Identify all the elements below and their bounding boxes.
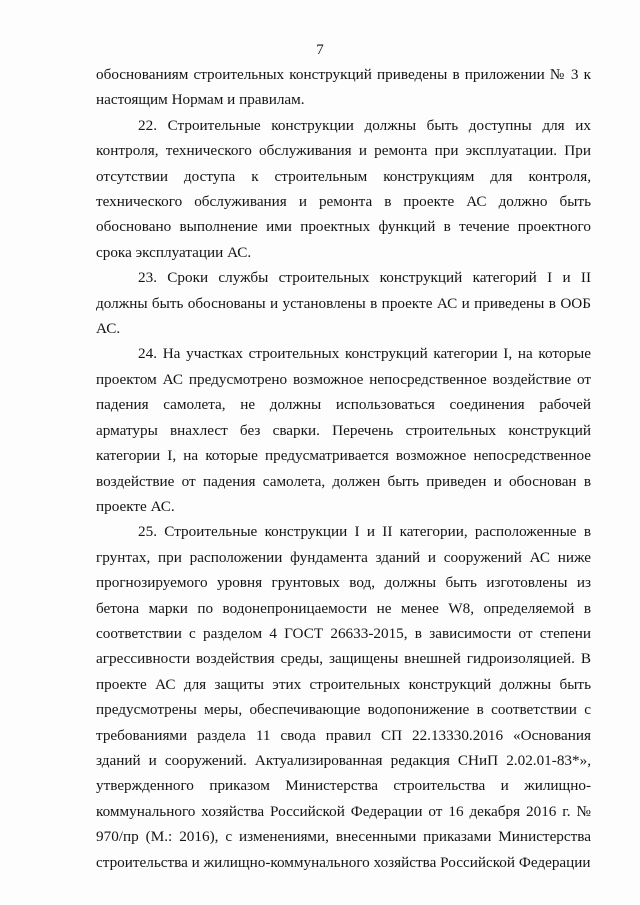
page-number: 7 [316, 42, 324, 58]
paragraph-item-23: 23. Сроки службы строительных конструкций категорий I и II должны быть обоснованы и установлены в проекте АС и приведены в ООБ АС. [96, 269, 591, 338]
paragraph-continuation: обоснованиям строительных конструкций приведены в приложении № 3 к настоящим Нормам и правилам. [96, 66, 591, 109]
paragraph-item-24: 24. На участках строительных конструкций категории I, на которые проектом АС предусмотрено возможное непосредственное воздействие от падения самолета, не должны использоваться соединения рабочей арматуры внахлест без сварки. Перечень строительных конструкций категории I, на которые предусматривается возможное непосредственное воздействие от падения самолета, должен быть приведен и обоснован в проекте АС. [96, 345, 591, 515]
paragraph-item-22: 22. Строительные конструкции должны быть доступны для их контроля, технического обслуживания и ремонта при эксплуатации. При отсутствии доступа к строительным конструкциям для контроля, технического обслуживания и ремонта в проекте АС должно быть обосновано выполнение ими проектных функций в течение проектного срока эксплуатации АС. [96, 116, 591, 261]
document-body [96, 62, 591, 875]
paragraph-item-25: 25. Строительные конструкции I и II категории, расположенные в грунтах, при расположении фундамента зданий и сооружений АС ниже прогнозируемого уровня грунтовых вод, должны быть изготовлены из бетона марки по водонепроницаемости не менее W8, определяемой в соответствии с разделом 4 ГОСТ 26633-2015, в зависимости от степени агрессивности воздействия среды, защищены внешней гидроизоляцией. В проекте АС для защиты этих строительных конструкций должны быть предусмотрены меры, обеспечивающие водопонижение в соответствии с требованиями раздела 11 свода правил СП 22.13330.2016 «Основания зданий и сооружений. Актуализированная редакция СНиП 2.02.01-83*», утвержденного приказом Министерства строительства и жилищно-коммунального хозяйства Российской Федерации от 16 декабря 2016 г. № 970/пр (М.: 2016), с изменениями, внесенными приказами Министерства строительства и жилищно-коммунального хозяйства Российской Федерации [96, 523, 591, 871]
